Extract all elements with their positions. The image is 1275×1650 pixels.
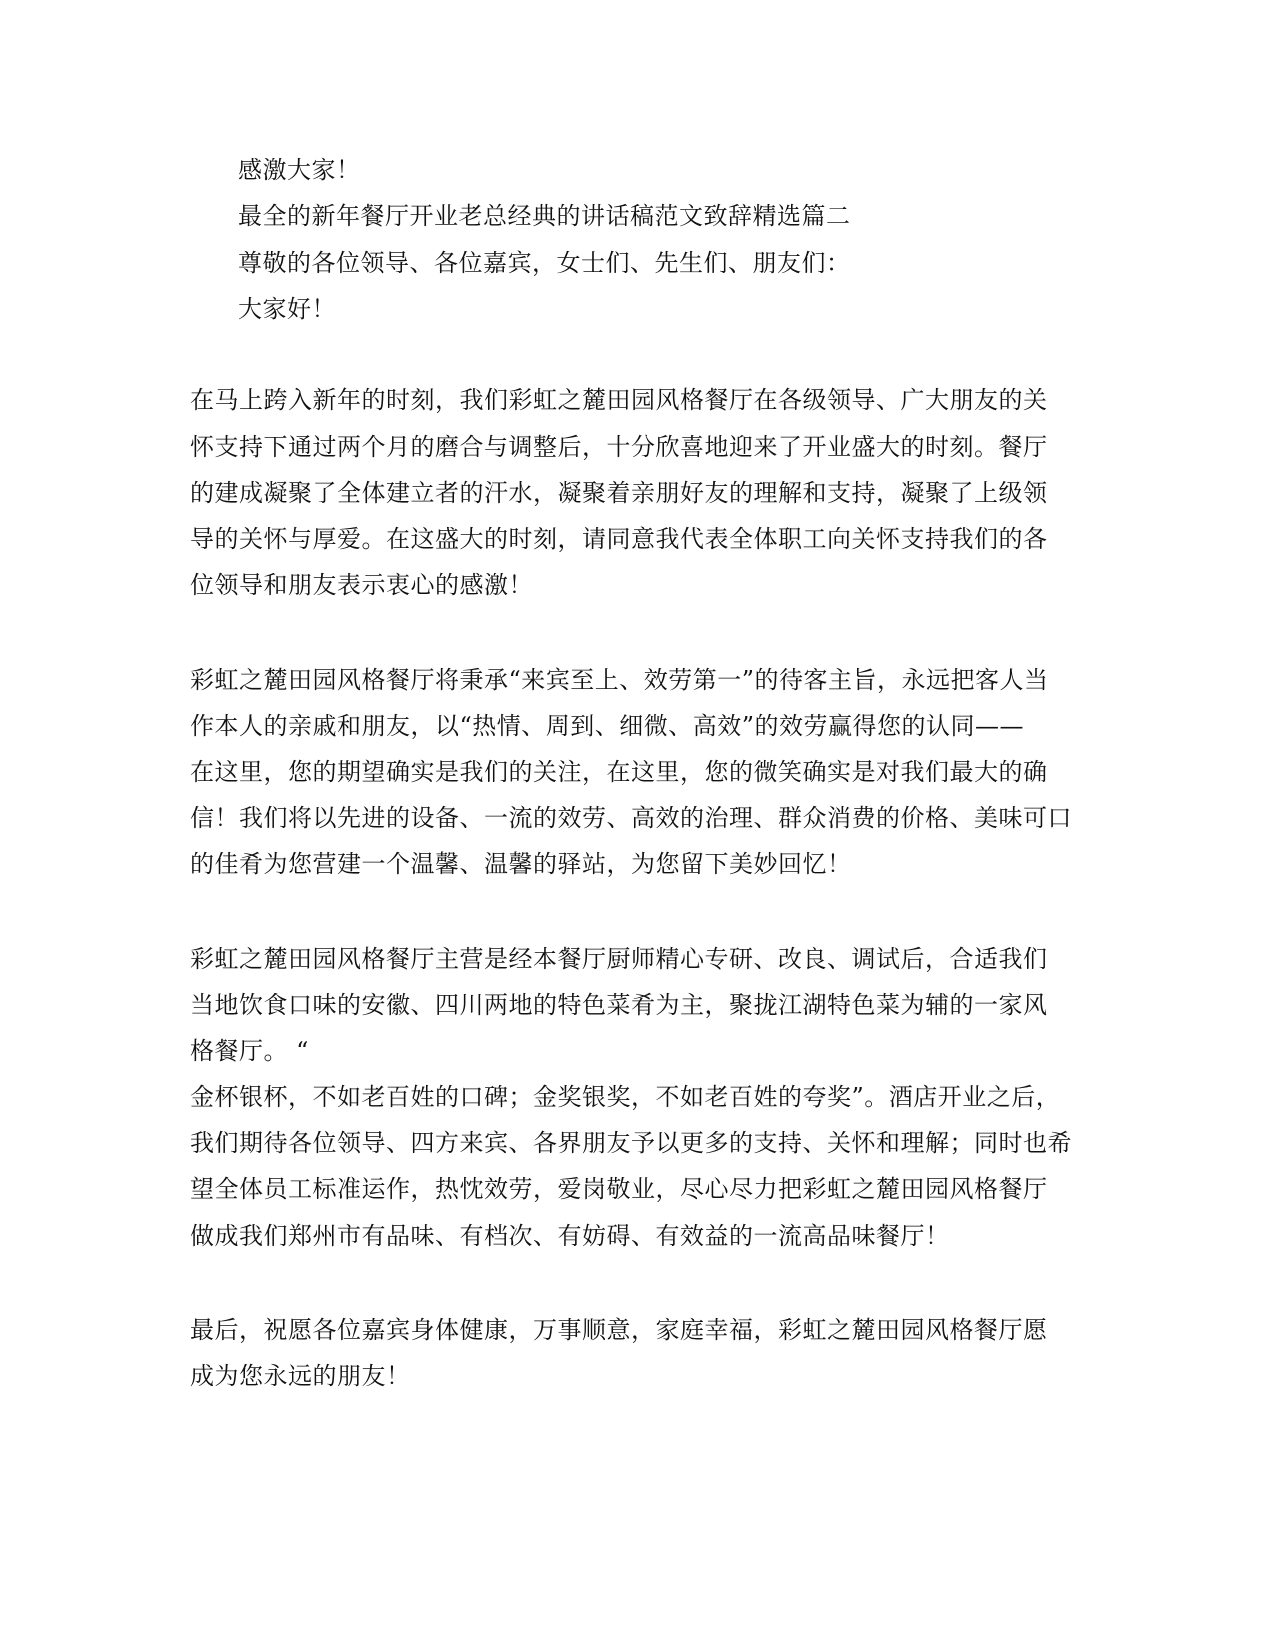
paragraph-line: 的佳肴为您营建一个温馨、温馨的驿站，为您留下美妙回忆！ [190, 850, 852, 878]
paragraph-line: 格餐厅。 “ [190, 1037, 309, 1065]
section-title: 最全的新年餐厅开业老总经典的讲话稿范文致辞精选篇二 [238, 202, 851, 230]
paragraph-line: 成为您永远的朋友！ [190, 1362, 411, 1390]
paragraph-line: 怀支持下通过两个月的磨合与调整后，十分欣喜地迎来了开业盛大的时刻。餐厅 [190, 433, 1048, 461]
paragraph-line: 彩虹之麓田园风格餐厅主营是经本餐厅厨师精心专研、改良、调试后，合适我们 [190, 945, 1048, 973]
paragraph-line: 我们期待各位领导、四方来宾、各界朋友予以更多的支持、关怀和理解；同时也希 [190, 1129, 1072, 1157]
paragraph-line: 在马上跨入新年的时刻，我们彩虹之麓田园风格餐厅在各级领导、广大朋友的关 [190, 386, 1048, 414]
paragraph-line: 位领导和朋友表示衷心的感激！ [190, 571, 533, 599]
paragraph-line: 在这里，您的期望确实是我们的关注，在这里，您的微笑确实是对我们最大的确 [190, 758, 1048, 786]
paragraph-line: 作本人的亲戚和朋友，以“热情、周到、细微、高效”的效劳赢得您的认同—— [190, 712, 1025, 740]
text-line: 感激大家！ [238, 156, 361, 184]
salutation: 尊敬的各位领导、各位嘉宾，女士们、先生们、朋友们： [238, 249, 851, 277]
paragraph-line: 信！我们将以先进的设备、一流的效劳、高效的治理、群众消费的价格、美味可口 [190, 804, 1072, 832]
greeting: 大家好！ [238, 295, 336, 323]
paragraph-line: 望全体员工标准运作，热忱效劳，爱岗敬业，尽心尽力把彩虹之麓田园风格餐厅 [190, 1175, 1048, 1203]
paragraph-line: 导的关怀与厚爱。在这盛大的时刻，请同意我代表全体职工向关怀支持我们的各 [190, 525, 1048, 553]
paragraph-line: 做成我们郑州市有品味、有档次、有妨碍、有效益的一流高品味餐厅！ [190, 1222, 950, 1250]
paragraph-line: 最后，祝愿各位嘉宾身体健康，万事顺意，家庭幸福，彩虹之麓田园风格餐厅愿 [190, 1316, 1048, 1344]
paragraph-line: 当地饮食口味的安徽、四川两地的特色菜肴为主，聚拢江湖特色菜为辅的一家风 [190, 991, 1048, 1019]
paragraph-line: 金杯银杯，不如老百姓的口碑；金奖银奖，不如老百姓的夸奖”。酒店开业之后， [190, 1083, 1061, 1111]
paragraph-line: 的建成凝聚了全体建立者的汗水，凝聚着亲朋好友的理解和支持，凝聚了上级领 [190, 479, 1048, 507]
paragraph-line: 彩虹之麓田园风格餐厅将秉承“来宾至上、效劳第一”的待客主旨，永远把客人当 [190, 666, 1049, 694]
